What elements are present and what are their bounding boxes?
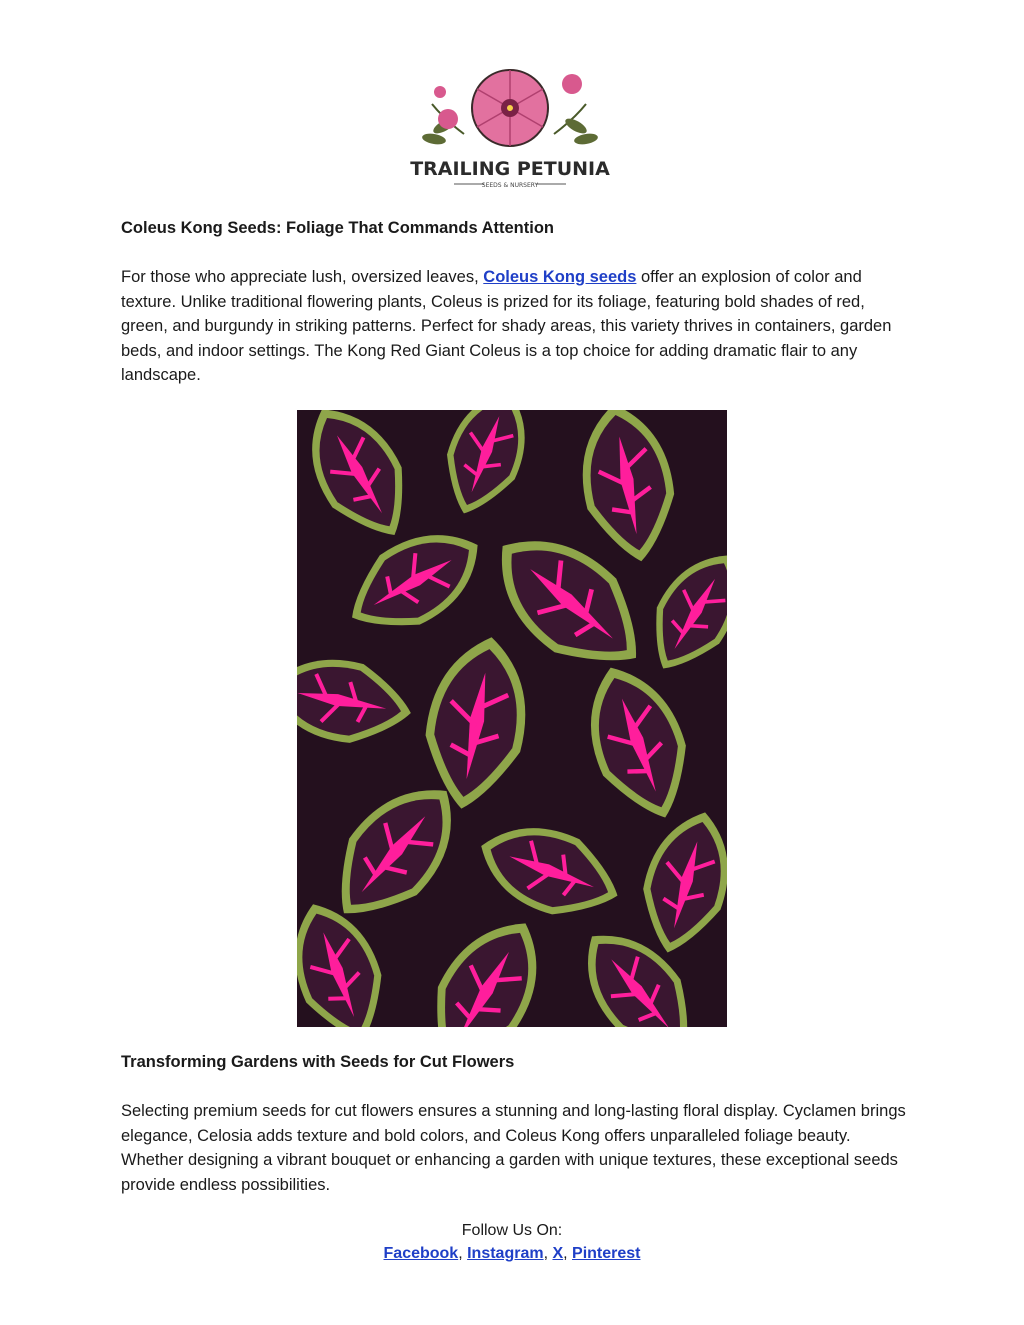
coleus-leaves-photo [297,410,727,1027]
coleus-kong-seeds-link[interactable]: Coleus Kong seeds [483,268,637,286]
pinterest-link[interactable]: Pinterest [572,1245,641,1262]
section-heading: Coleus Kong Seeds: Foliage That Commands Attention [121,219,554,237]
brand-tagline-text: SEEDS & NURSERY [481,182,539,189]
paragraph-text: For those who appreciate lush, oversized leaves, [121,268,484,286]
brand-name-text: TRAILING PETUNIA [410,158,610,180]
petunia-flower-logo [404,64,616,192]
x-link[interactable]: X [552,1245,564,1262]
brand-logo [404,64,616,192]
paragraph-text: offer an explosion of color and texture. Unlike traditional flowering plants, Coleus is prized for its foliage, featuring bold shades of red, green, and burgundy in striking patterns. Perfect for shady areas, this variety thrives in containers, garden beds, and indoor settings. The Kong Red Giant Coleus is a top choice for adding dramatic flair to any landscape. [121,268,892,385]
section-heading: Transforming Gardens with Seeds for Cut Flowers [121,1053,515,1071]
facebook-link[interactable]: Facebook [383,1245,459,1262]
follow-us-label: Follow Us On: [461,1222,563,1239]
link-separator: , [458,1245,468,1262]
coleus-leaves-image [297,410,727,1027]
link-separator: , [543,1245,553,1262]
section-paragraph: Selecting premium seeds for cut flowers ensures a stunning and long-lasting floral display. Cyclamen brings elegance, Celosia adds texture and bold colors, and Coleus Kong offers unparalleled foliage beauty. Whether designing a vibrant bouquet or enhancing a garden with unique textures, these exceptional seeds provide endless possibilities. [121,1102,906,1194]
link-separator: , [563,1245,573,1262]
instagram-link[interactable]: Instagram [467,1245,544,1262]
social-links [0,1245,1024,1263]
section-paragraph [121,265,906,388]
